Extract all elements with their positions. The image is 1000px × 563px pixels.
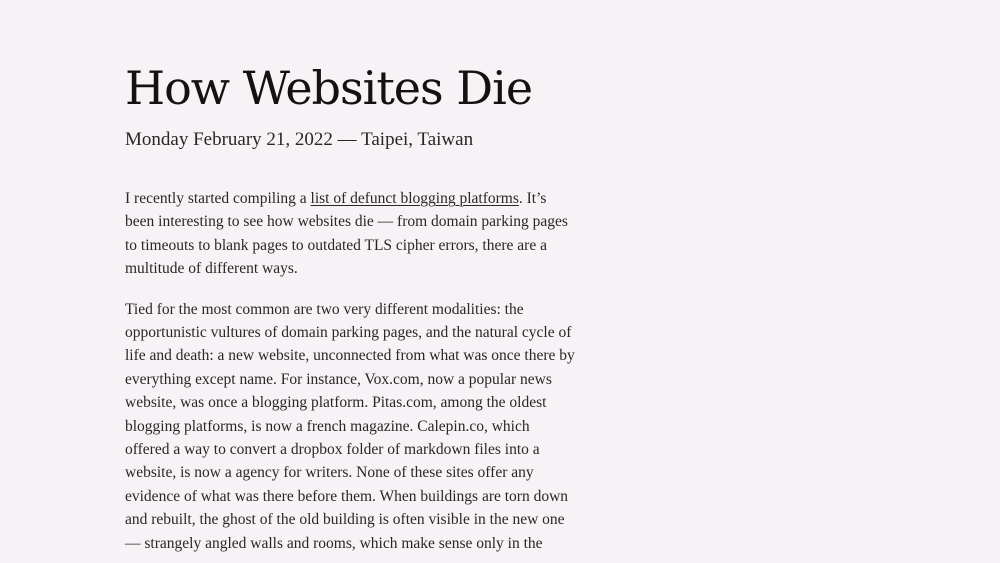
paragraph-line: evidence of what was there before them. When buildings are torn down	[125, 487, 569, 505]
paragraph-line: website, is now a agency for writers. None of these sites offer any	[125, 464, 534, 482]
paragraph-line: everything except name. For instance, Vox.com, now a popular news	[125, 370, 552, 388]
paragraph-line: life and death: a new website, unconnected from what was once there by	[125, 347, 575, 365]
paragraph-line: offered a way to convert a dropbox folder of markdown files into a	[125, 441, 540, 459]
paragraph-line: to timeouts to blank pages to outdated TLS cipher errors, there are a	[125, 236, 547, 254]
paragraph-intro	[125, 187, 625, 281]
article-body	[125, 187, 625, 555]
paragraph-line: multitude of different ways.	[125, 260, 298, 278]
paragraph-line: — strangely angled walls and rooms, which make sense only in the	[125, 534, 543, 552]
paragraph-line: website, was once a blogging platform. Pitas.com, among the oldest	[125, 394, 547, 412]
article-dateline: Monday February 21, 2022 — Taipei, Taiwan	[125, 129, 474, 150]
paragraph-modalities	[125, 298, 625, 555]
paragraph-line: and rebuilt, the ghost of the old building is often visible in the new one	[125, 511, 565, 529]
defunct-platforms-link[interactable]: list of defunct blogging platforms	[310, 190, 519, 207]
paragraph-line	[125, 187, 625, 210]
paragraph-line: been interesting to see how websites die — from domain parking pages	[125, 213, 568, 231]
text-span: I recently started compiling a	[125, 190, 311, 207]
paragraph-line: blogging platforms, is now a french magazine. Calepin.co, which	[125, 417, 530, 435]
page-title: How Websites Die	[125, 61, 533, 115]
paragraph-line: Tied for the most common are two very different modalities: the	[125, 300, 524, 318]
paragraph-line: opportunistic vultures of domain parking pages, and the natural cycle of	[125, 324, 572, 342]
text-span: . It’s	[518, 190, 547, 207]
article	[125, 58, 625, 563]
